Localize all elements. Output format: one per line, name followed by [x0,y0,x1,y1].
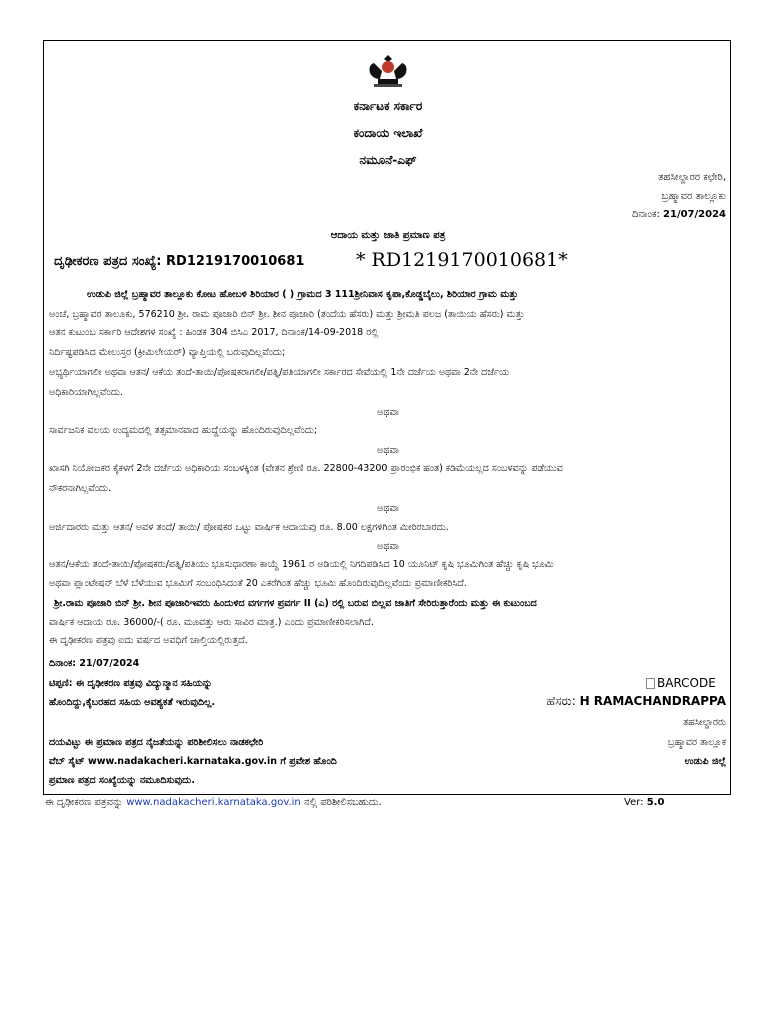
certificate-number-value: RD1219170010681 [166,254,305,269]
barcode-image [646,676,716,690]
body-line-1: ಉಡುಪಿ ಜಿಲ್ಲೆ ಬ್ರಹ್ಮಾವರ ತಾಲ್ಲೂಕು ಕೋಟ ಹೋಬಳಿ ಶಿರಿಯಾರ ( ) ಗ್ರಾಮದ 3 111ಶ್ರೀನಿವಾಸ ಕೃಪಾ,ಕೊಡ್ಡಬೈಲು, ಶಿರಿಯಾರ ಗ್ರಾಮ ಮತ್ತು [87,289,519,300]
bottom-date-label: ದಿನಾಂಕ: [49,658,77,669]
or-separator-3: ಅಥವಾ [377,503,399,514]
certificate-number-barcode-text: * RD1219170010681* [356,249,568,271]
body-line-9: ನೌಕರನಾಗಿಲ್ಲವೆಂದು. [49,483,112,494]
office-line2: ಬ್ರಹ್ಮಾವರ ತಾಲ್ಲೂಕು [661,191,726,202]
body-line-10: ಅರ್ಜಿದಾರರು ಮತ್ತು ಆತನ/ ಅವಳ ತಂದೆ/ ತಾಯಿ/ ಪೋಷಕರ ಒಟ್ಟು ವಾರ್ಷಿಕ ಆದಾಯವು ರೂ. 8.00 ಲಕ್ಷಗಳಿಗಿಂತ ಮೀರಿರಬಾರದು. [49,522,449,533]
signatory-taluk: ಬ್ರಹ್ಮಾವರ ತಾಲ್ಲೂಕ [667,737,726,748]
body-line-15: ಈ ದೃಢೀಕರಣ ಪತ್ರವು ಐದು ವರ್ಷದ ಅವಧಿಗೆ ಚಾಲ್ತಿಯಲ್ಲಿರುತ್ತದೆ. [49,635,248,646]
gov-title: ಕರ್ನಾಟಕ ಸರ್ಕಾರ [353,99,423,113]
dept-title: ಕಂದಾಯ ಇಲಾಖೆ [353,126,423,140]
footer-verify-link[interactable]: www.nadakacheri.karnataka.gov.in [126,797,301,808]
signatory-district: ಉಡುಪಿ ಜಿಲ್ಲೆ [684,756,726,767]
barcode-alt-text: BARCODE [657,676,716,690]
body-line-4: ನಿರ್ದಿಷ್ಟಪಡಿಸಿದ ಮೇಲುಸ್ತರ (ಕ್ರೀಮಿಲೇಯರ್) ವ್ಯಾಪ್ತಿಯಲ್ಲಿ ಬರುವುದಿಲ್ಲವೆಂದು; [49,347,286,358]
body-line-12: ಅಥವಾ ಪ್ಲಾಂಟೇಷನ್ ಬೆಳೆ ಬೆಳೆಯುವ ಭೂಮಿಗೆ ಸಂಬಂಧಿಸಿದಂತೆ 20 ಎಕರೆಗಿಂತ ಹೆಚ್ಚು ಭೂಮಿ ಹೊಂದಿರುವುದಿಲ್ಲವೆಂದು ಪ್ರಮಾಣೀಕರಿಸಿದೆ. [49,578,467,589]
broken-image-icon [646,678,655,689]
issue-date [632,209,726,220]
verify-line-1: ದಯವಿಟ್ಟು ಈ ಪ್ರಮಾಣ ಪತ್ರದ ನೈಜತೆಯನ್ನು ಪರಿಶೀಲಿಸಲು ನಾಡಕಛೇರಿ [49,737,264,748]
body-line-3: ಆತನ ಕುಟುಂಬ ಸರ್ಕಾರಿ ಆದೇಶಗಳ ಸಂಖ್ಯೆ : ಹಿಂಡಕ 304 ಬಿಸಿಎ 2017, ದಿನಾಂಕ/14-09-2018 ರಲ್ಲಿ [49,327,379,338]
issue-date-label: ದಿನಾಂಕ: [631,209,660,220]
form-title: ನಮೂನೆ-ಎಫ್ [359,153,417,167]
note-line-1: ಟಿಪ್ಪಣಿ: ಈ ದೃಢೀಕರಣ ಪತ್ರವು ವಿದ್ಯುನ್ಮಾನ ಸಹಿಯನ್ನು [49,678,213,689]
footer-verify-pre: ಈ ದೃಢೀಕರಣ ಪತ್ರವನ್ನು [45,797,124,808]
note-line-2: ಹೊಂದಿದ್ದು,ಕೈಬರಹದ ಸಹಿಯ ಅವಶ್ಯಕತೆ ಇರುವುದಿಲ್ಲ. [49,697,216,708]
signatory-title: ತಹಸೀಲ್ದಾರರು [683,717,726,728]
version-value: 5.0 [646,797,665,808]
bottom-date [49,658,139,669]
verify-line-2: ವೆಬ್ ಸೈಟ್ www.nadakacheri.karnataka.gov.in ಗೆ ಪ್ರವೇಶ ಹೊಂದಿ [49,756,337,767]
body-line-11: ಆತನ/ಆಕೆಯ ತಂದೆ-ತಾಯಿ/ಪೋಷಕರು/ಪತ್ನಿ/ಪತಿಯು ಭೂಸುಧಾರಣಾ ಕಾಯ್ದೆ 1961 ರ ಅಡಿಯಲ್ಲಿ ನಿಗದಿಪಡಿಸಿದ 10 ಯೂನಿಟ್ ಕೃಷಿ ಭೂಮಿಗಿಂತ ಹೆಚ್ಚು ಕೃಷಿ ಭೂಮಿ [49,559,554,570]
certificate-number-label: ದೃಢೀಕರಣ ಪತ್ರದ ಸಂಖ್ಯೆ: [54,254,162,269]
version [624,797,664,808]
certificate-number [54,254,304,269]
body-line-7: ಸಾರ್ವಜನಿಕ ವಲಯ ಉದ್ಯಮದಲ್ಲಿ ತತ್ಸಮಾನವಾದ ಹುದ್ದೆಯನ್ನು ಹೊಂದಿರುವುದಿಲ್ಲವೆಂದು; [49,425,318,436]
signatory-name-value: H RAMACHANDRAPPA [579,694,726,708]
certificate-title: ಆದಾಯ ಮತ್ತು ಜಾತಿ ಪ್ರಮಾಣ ಪತ್ರ [330,230,446,241]
bottom-date-value: 21/07/2024 [79,658,140,669]
or-separator-4: ಅಥವಾ [377,541,399,552]
body-line-5: ಅಭ್ಯರ್ಥಿಯಾಗಲೀ ಅಥವಾ ಆತನ/ ಆಕೆಯ ತಂದೆ-ತಾಯಿ/ಪೋಷಕರಾಗಲೀ/ಪತ್ನಿ/ಪತಿಯಾಗಲೀ ಸರ್ಕಾರದ ಸೇವೆಯಲ್ಲಿ 1ನೇ ದರ್ಜೆಯ ಅಥವಾ 2ನೇ ದರ್ಜೆಯ [49,367,510,378]
body-line-14: ವಾರ್ಷಿಕ ಆದಾಯ ರೂ. 36000/-( ರೂ. ಮೂವತ್ತು ಆರು ಸಾವಿರ ಮಾತ್ರ.) ಎಂದು ಪ್ರಮಾಣೀಕರಿಸಲಾಗಿದೆ. [49,617,374,628]
or-separator-2: ಅಥವಾ [377,445,399,456]
signatory-name [546,694,726,709]
signatory-name-label: ಹೆಸರು: [546,694,576,708]
verify-line-3: ಪ್ರಮಾಣ ಪತ್ರದ ಸಂಖ್ಯೆಯನ್ನು ನಮೂದಿಸುವುದು. [49,775,195,786]
footer-verify-note [45,797,382,808]
office-line1: ತಹಸೀಲ್ದಾರರ ಕಛೇರಿ, [658,172,726,183]
or-separator-1: ಅಥವಾ [377,407,399,418]
body-line-6: ಅಧಿಕಾರಿಯಾಗಿಲ್ಲವೆಂದು. [49,387,123,398]
certificate-frame [43,40,731,795]
issue-date-value: 21/07/2024 [663,209,726,220]
state-emblem-icon [356,53,420,89]
body-line-2: ಅಂಚೆ, ಬ್ರಹ್ಮಾವರ ತಾಲೂಕು, 576210 ಶ್ರೀ. ರಾಮ ಪೂಜಾರಿ ಬಿನ್ ಶ್ರೀ. ಶೀನ ಪೂಜಾರಿ (ತಂದೆಯ ಹೆಸರು) ಮತ್ತು ಶ್ರೀಮತಿ ಪಲಜ (ತಾಯಿಯ ಹೆಸರು) ಮತ್ತು [49,309,525,320]
body-line-8: ಖಾಸಗಿ ನಿಯೋಜಕರ ಕೈಕಳಗೆ 2ನೇ ದರ್ಜೆಯ ಅಧಿಕಾರಿಯ ಸಂಬಳಕ್ಕಿಂತ (ವೇತನ ಶ್ರೇಣಿ ರೂ. 22800-43200 ಪ್ರಾರಂಭಿಕ ಹಂತ) ಕಡಿಮೆಯಲ್ಲದ ಸಂಬಳವನ್ನು ಪಡೆಯುವ [49,463,563,474]
body-line-13: ಶ್ರೀ.ರಾಮ ಪೂಜಾರಿ ಬಿನ್ ಶ್ರೀ. ಶೀನ ಪೂಜಾರಿಇವರು ಹಿಂದುಳಿದ ವರ್ಗಗಳ ಪ್ರವರ್ಗ II (ಎ) ರಲ್ಲಿ ಬರುವ ಬಿಲ್ಲವ ಜಾತಿಗೆ ಸೇರಿರುತ್ತಾರೆಂದು ಮತ್ತು ಈ ಕುಟುಂಬದ [54,598,537,609]
footer-verify-post: ನಲ್ಲಿ ಪರಿಶೀಲಿಸಬಹುದು. [303,797,382,808]
version-label: Ver: [624,797,644,808]
